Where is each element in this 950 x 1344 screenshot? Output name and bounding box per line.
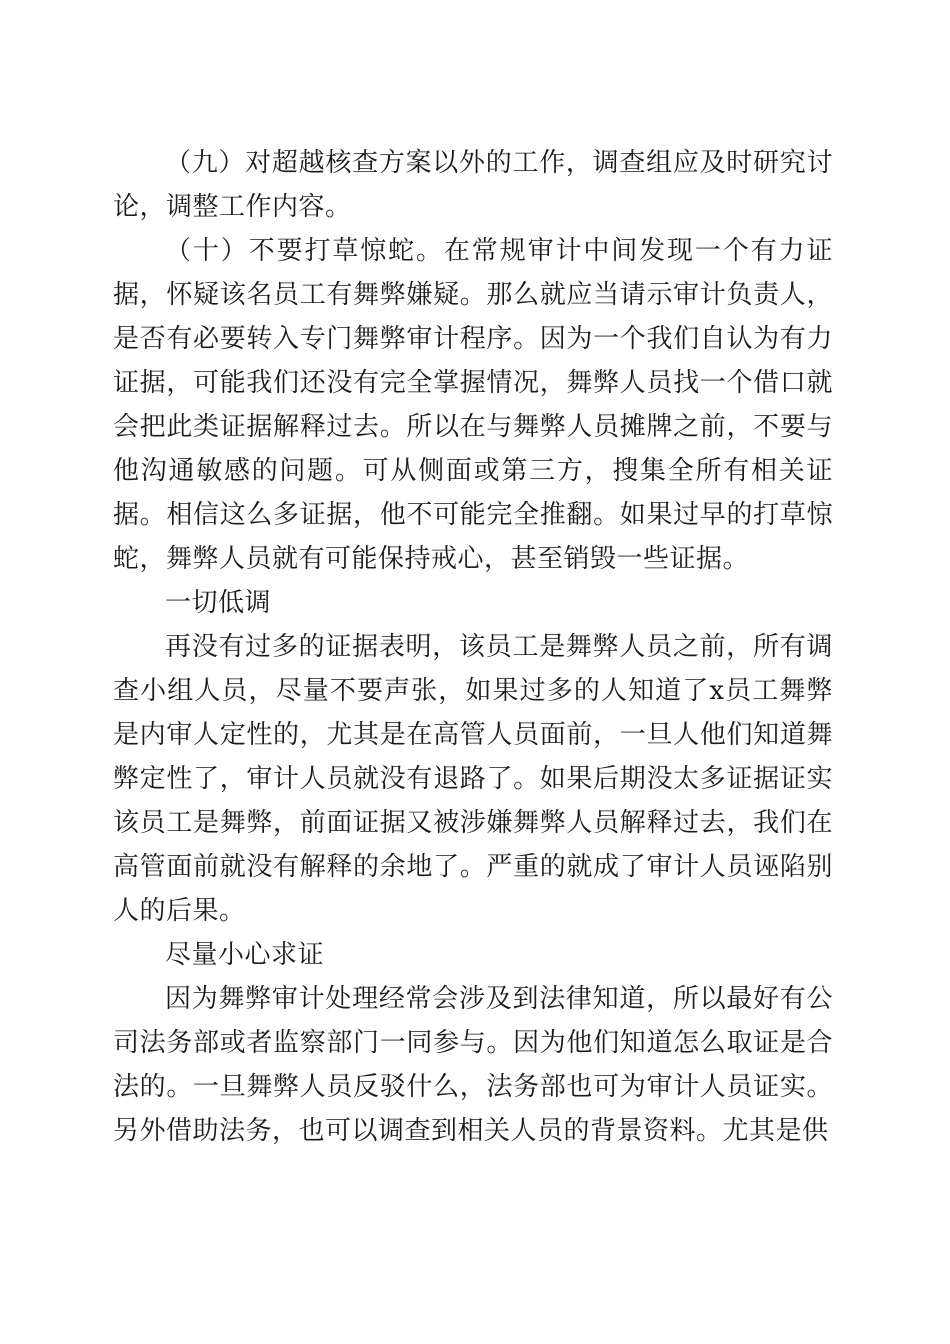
paragraph-low-profile: 再没有过多的证据表明，该员工是舞弊人员之前，所有调查小组人员，尽量不要声张，如果过多的人知道了x员工舞弊是内审人定性的，尤其是在高管人员面前，一旦人他们知道舞弊定性了，审计人员就没有退路了。如果后期没太多证据证实该员工是舞弊，前面证据又被涉嫌舞弊人员解释过去，我们在高管面前就没有解释的余地了。严重的就成了审计人员诬陷别人的后果。 — [113, 632, 833, 926]
section-heading-careful-verification: 尽量小心求证 — [165, 940, 325, 970]
paragraph-nine: （九）对超越核查方案以外的工作，调查组应及时研究讨论，调整工作内容。 — [113, 148, 833, 222]
paragraph-careful-verification: 因为舞弊审计处理经常会涉及到法律知道，所以最好有公司法务部或者监察部门一同参与。因为他们知道怎么取证是合法的。一旦舞弊人员反驳什么，法务部也可为审计人员证实。另外借助法务，也可以调查到相关人员的背景资料。尤其是供 — [113, 984, 833, 1146]
paragraph-ten: （十）不要打草惊蛇。在常规审计中间发现一个有力证据，怀疑该名员工有舞弊嫌疑。那么就应当请示审计负责人，是否有必要转入专门舞弊审计程序。因为一个我们自认为有力证据，可能我们还没有完全掌握情况，舞弊人员找一个借口就会把此类证据解释过去。所以在与舞弊人员摊牌之前，不要与他沟通敏感的问题。可从侧面或第三方，搜集全所有相关证据。相信这么多证据，他不可能完全推翻。如果过早的打草惊蛇，舞弊人员就有可能保持戒心，甚至销毁一些证据。 — [113, 236, 833, 574]
document-body — [113, 141, 833, 1153]
section-heading-low-profile: 一切低调 — [165, 588, 272, 618]
